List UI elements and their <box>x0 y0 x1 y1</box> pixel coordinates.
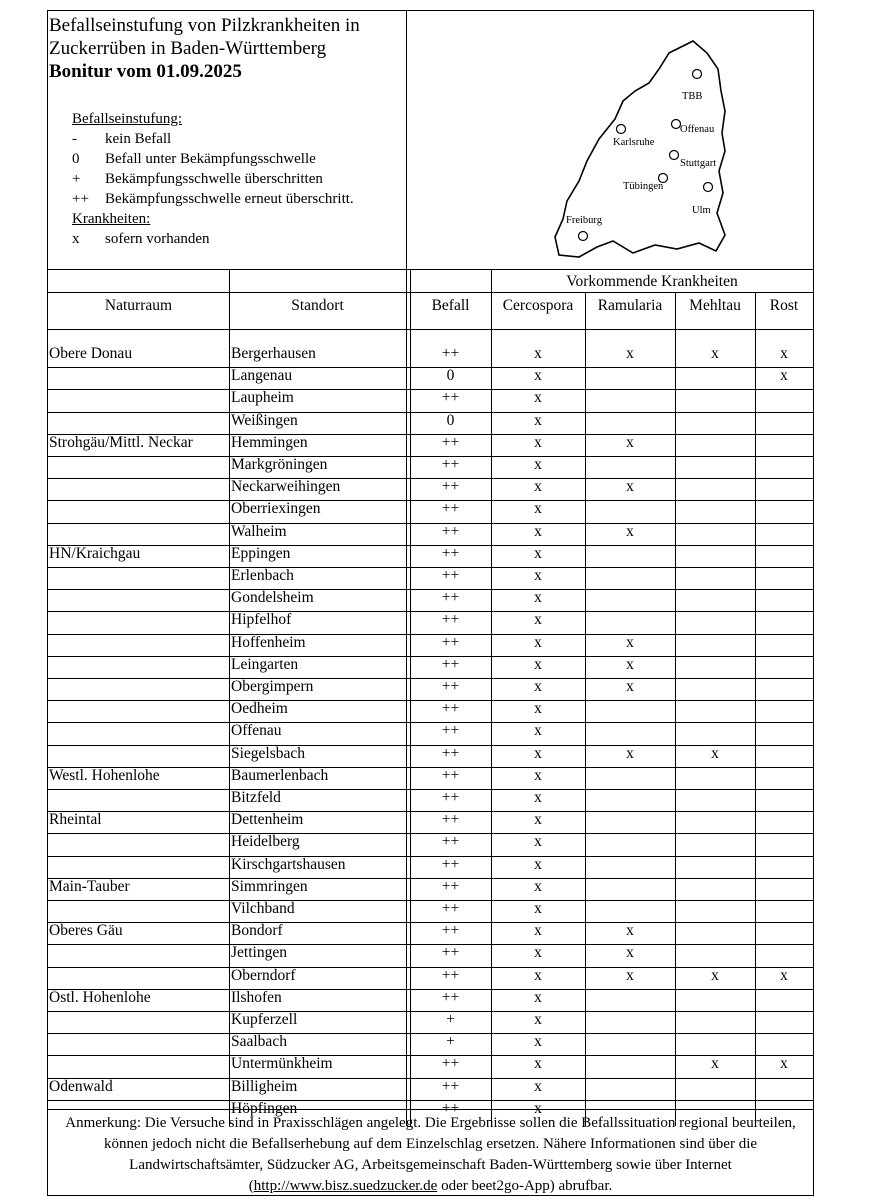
table-cell-standort: Leingarten <box>231 655 299 673</box>
column-header-ramularia: Ramularia <box>597 297 663 314</box>
results-table <box>48 270 813 1126</box>
table-cell-cercospora: x <box>534 1077 542 1095</box>
table-cell-befall: ++ <box>441 456 460 473</box>
table-cell-ramularia: x <box>626 966 634 984</box>
table-cell-cercospora: x <box>534 500 542 518</box>
table-cell-standort: Siegelsbach <box>231 744 306 762</box>
table-cell-cercospora: x <box>534 722 542 740</box>
table-cell-standort: Obergimpern <box>231 678 314 695</box>
table-cell-cercospora: x <box>534 922 542 940</box>
table-cell-cercospora: x <box>534 478 542 496</box>
table-cell-befall: ++ <box>441 589 460 607</box>
table-cell-befall: ++ <box>441 766 460 784</box>
city-marker-freiburg <box>579 232 588 241</box>
diseases-legend-title: Krankheiten: <box>72 211 151 227</box>
table-cell-befall: ++ <box>441 722 460 740</box>
table-cell-befall: ++ <box>441 678 460 695</box>
table-cell-standort: Ilshofen <box>231 988 282 1006</box>
table-cell-befall: ++ <box>441 345 460 362</box>
table-cell-standort: Oberndorf <box>231 966 296 984</box>
city-label-stuttgart: Stuttgart <box>680 158 717 169</box>
disease-group-header: Vorkommende Krankheiten <box>566 273 738 290</box>
table-cell-ramularia: x <box>626 922 634 940</box>
table-cell-befall: ++ <box>441 789 460 806</box>
table-cell-naturraum: Östl. Hohenlohe <box>49 988 151 1006</box>
table-cell-cercospora: x <box>534 900 542 917</box>
city-marker-ulm <box>704 183 713 192</box>
table-cell-cercospora: x <box>534 855 542 873</box>
table-cell-cercospora: x <box>534 1099 542 1117</box>
table-cell-standort: Bergerhausen <box>231 345 316 362</box>
table-cell-befall: 0 <box>446 367 455 385</box>
table-cell-mehltau: x <box>711 966 719 984</box>
table-cell-befall: ++ <box>441 855 460 873</box>
legend-item: 0 Befall unter Bekämpfungsschwelle <box>72 151 316 167</box>
table-cell-naturraum: Rheintal <box>49 811 102 829</box>
table-cell-befall: ++ <box>441 966 460 984</box>
table-cell-standort: Saalbach <box>231 1033 287 1051</box>
table-cell-befall: + <box>446 1033 455 1051</box>
table-cell-cercospora: x <box>534 789 542 806</box>
legend-item: + Bekämpfungsschwelle überschritten <box>72 171 323 187</box>
table-cell-befall: + <box>446 1011 455 1028</box>
table-cell-standort: Heidelberg <box>231 833 300 851</box>
table-cell-standort: Bitzfeld <box>231 789 281 806</box>
column-header-mehltau: Mehltau <box>689 297 741 314</box>
table-cell-befall: ++ <box>441 611 460 629</box>
footer-note <box>48 1109 813 1197</box>
table-cell-standort: Baumerlenbach <box>231 766 329 784</box>
table-cell-naturraum: HN/Kraichgau <box>49 544 141 562</box>
table-cell-cercospora: x <box>534 966 542 984</box>
table-cell-cercospora: x <box>534 544 542 562</box>
table-cell-standort: Jettingen <box>231 944 287 962</box>
table-cell-rost: x <box>780 1055 788 1073</box>
table-cell-standort: Neckarweihingen <box>231 478 341 496</box>
table-cell-standort: Erlenbach <box>231 567 294 584</box>
column-header-befall: Befall <box>431 297 470 314</box>
column-header-cercospora: Cercospora <box>502 297 574 314</box>
column-divider <box>755 292 756 1126</box>
table-cell-standort: Simmringen <box>231 877 308 895</box>
city-label-tbb: TBB <box>682 91 703 102</box>
table-cell-cercospora: x <box>534 833 542 851</box>
table-cell-standort: Kupferzell <box>231 1011 298 1028</box>
table-cell-standort: Höpfingen <box>231 1099 298 1117</box>
table-cell-standort: Offenau <box>231 722 282 740</box>
table-cell-befall: ++ <box>441 478 460 496</box>
table-cell-befall: ++ <box>441 922 460 940</box>
table-cell-standort: Weißingen <box>231 411 298 429</box>
report-date-title: Bonitur vom 01.09.2025 <box>49 61 242 82</box>
table-cell-befall: ++ <box>441 744 460 762</box>
table-cell-befall: ++ <box>441 655 460 673</box>
table-cell-standort: Untermünkheim <box>231 1055 333 1073</box>
column-header-standort: Standort <box>291 297 344 314</box>
table-cell-befall: 0 <box>446 411 455 429</box>
table-cell-standort: Hemmingen <box>231 433 308 451</box>
city-label-freiburg: Freiburg <box>566 215 602 226</box>
column-divider <box>585 292 586 1126</box>
column-header-naturraum: Naturraum <box>104 297 173 314</box>
table-cell-standort: Hipfelhof <box>231 611 292 629</box>
table-cell-naturraum: Strohgäu/Mittl. Neckar <box>49 433 193 451</box>
legend <box>72 109 354 249</box>
table-cell-standort: Kirschgartshausen <box>231 855 346 873</box>
table-cell-cercospora: x <box>534 678 542 695</box>
region-map <box>407 11 813 269</box>
table-cell-cercospora: x <box>534 389 542 407</box>
table-cell-befall: ++ <box>441 1099 460 1117</box>
table-cell-ramularia: x <box>626 345 634 362</box>
legend-item: - kein Befall <box>72 131 172 147</box>
table-cell-mehltau: x <box>711 744 719 762</box>
table-cell-befall: ++ <box>441 433 460 451</box>
table-cell-befall: ++ <box>441 500 460 518</box>
table-cell-standort: Gondelsheim <box>231 589 314 607</box>
table-cell-standort: Dettenheim <box>231 811 304 829</box>
column-header-rost: Rost <box>769 297 799 314</box>
title-line-1: Befallseinstufung von Pilzkrankheiten in <box>49 15 360 36</box>
table-cell-cercospora: x <box>534 1055 542 1073</box>
table-cell-cercospora: x <box>534 877 542 895</box>
table-cell-ramularia: x <box>626 633 634 651</box>
table-cell-mehltau: x <box>711 1055 719 1073</box>
table-cell-standort: Oedheim <box>231 700 288 718</box>
city-label-offenau: Offenau <box>680 124 715 135</box>
table-cell-cercospora: x <box>534 589 542 607</box>
table-cell-ramularia: x <box>626 744 634 762</box>
website-link[interactable]: http://www.bisz.suedzucker.de <box>253 1178 438 1194</box>
table-cell-standort: Oberriexingen <box>231 500 321 518</box>
table-cell-cercospora: x <box>534 655 542 673</box>
legend-item: ++ Bekämpfungsschwelle erneut überschritt. <box>72 191 354 207</box>
table-cell-naturraum: Obere Donau <box>49 345 133 362</box>
table-cell-rost: x <box>780 345 788 362</box>
legend-title: Befallseinstufung: <box>72 111 182 127</box>
city-marker-karlsruhe <box>617 125 626 134</box>
table-cell-standort: Walheim <box>231 522 287 540</box>
table-cell-standort: Vilchband <box>231 900 295 917</box>
table-cell-ramularia: x <box>626 655 634 673</box>
table-cell-ramularia: x <box>626 678 634 695</box>
table-cell-mehltau: x <box>711 345 719 362</box>
table-cell-befall: ++ <box>441 811 460 829</box>
table-cell-befall: ++ <box>441 1055 460 1073</box>
table-cell-befall: ++ <box>441 988 460 1006</box>
table-cell-rost: x <box>780 367 788 385</box>
table-cell-cercospora: x <box>534 456 542 473</box>
table-cell-cercospora: x <box>534 744 542 762</box>
column-divider <box>406 270 407 1126</box>
table-cell-cercospora: x <box>534 433 542 451</box>
table-cell-naturraum: Main-Tauber <box>49 877 130 895</box>
table-cell-cercospora: x <box>534 944 542 962</box>
table-cell-ramularia: x <box>626 522 634 540</box>
table-cell-naturraum: Odenwald <box>49 1077 113 1095</box>
city-label-tuebingen: Tübingen <box>623 181 664 192</box>
table-cell-befall: ++ <box>441 1077 460 1095</box>
footer-text-end: oder beet2go-App) abrufbar. <box>437 1178 613 1194</box>
column-divider <box>675 292 676 1126</box>
table-cell-cercospora: x <box>534 611 542 629</box>
table-cell-cercospora: x <box>534 700 542 718</box>
table-cell-naturraum: Westl. Hohenlohe <box>49 766 160 784</box>
table-cell-befall: ++ <box>441 900 460 917</box>
table-cell-befall: ++ <box>441 833 460 851</box>
table-cell-standort: Hoffenheim <box>231 633 306 651</box>
table-cell-cercospora: x <box>534 766 542 784</box>
footer-text: Anmerkung: Die Versuche sind in Praxisschlägen angelegt. Die Ergebnisse sollen die Befallssituation regional beurteilen, können jedoch nicht die Befallserhebung auf dem Einzelschlag ersetzen. Nähere Informationen sind über die Landwirtschaftsämter, Südzucker AG, Arbeitsgemeinschaft Baden-Württemberg sowie über Internet ( <box>65 1115 796 1194</box>
report-page <box>47 10 814 1196</box>
header-info <box>48 11 406 269</box>
legend-item: x sofern vorhanden <box>72 231 210 247</box>
table-cell-cercospora: x <box>534 1011 542 1028</box>
table-cell-cercospora: x <box>534 345 542 362</box>
table-cell-cercospora: x <box>534 522 542 540</box>
city-marker-stuttgart <box>670 151 679 160</box>
table-cell-befall: ++ <box>441 633 460 651</box>
city-label-karlsruhe: Karlsruhe <box>613 137 655 148</box>
title-line-2: Zuckerrüben in Baden-Württemberg <box>49 38 327 59</box>
table-cell-cercospora: x <box>534 1033 542 1051</box>
table-cell-befall: ++ <box>441 877 460 895</box>
table-cell-standort: Billigheim <box>231 1077 298 1095</box>
table-cell-cercospora: x <box>534 633 542 651</box>
table-cell-cercospora: x <box>534 988 542 1006</box>
table-cell-cercospora: x <box>534 367 542 385</box>
column-divider <box>229 270 230 1126</box>
table-cell-ramularia: x <box>626 433 634 451</box>
table-cell-cercospora: x <box>534 567 542 584</box>
baden-wuerttemberg-map <box>407 11 813 269</box>
table-cell-rost: x <box>780 966 788 984</box>
table-cell-naturraum: Oberes Gäu <box>49 922 123 940</box>
table-cell-standort: Bondorf <box>231 922 283 940</box>
table-cell-befall: ++ <box>441 522 460 540</box>
table-cell-befall: ++ <box>441 567 460 584</box>
city-marker-tbb <box>693 70 702 79</box>
table-cell-befall: ++ <box>441 389 460 407</box>
table-cell-ramularia: x <box>626 478 634 496</box>
table-cell-standort: Langenau <box>231 367 293 385</box>
table-cell-cercospora: x <box>534 411 542 429</box>
table-cell-befall: ++ <box>441 544 460 562</box>
table-cell-ramularia: x <box>626 944 634 962</box>
city-label-ulm: Ulm <box>692 205 711 216</box>
table-cell-standort: Eppingen <box>231 544 291 562</box>
table-cell-cercospora: x <box>534 811 542 829</box>
table-cell-befall: ++ <box>441 700 460 718</box>
table-cell-befall: ++ <box>441 944 460 962</box>
table-cell-standort: Markgröningen <box>231 456 328 473</box>
table-cell-standort: Laupheim <box>231 389 294 407</box>
column-header-rule <box>48 329 813 330</box>
